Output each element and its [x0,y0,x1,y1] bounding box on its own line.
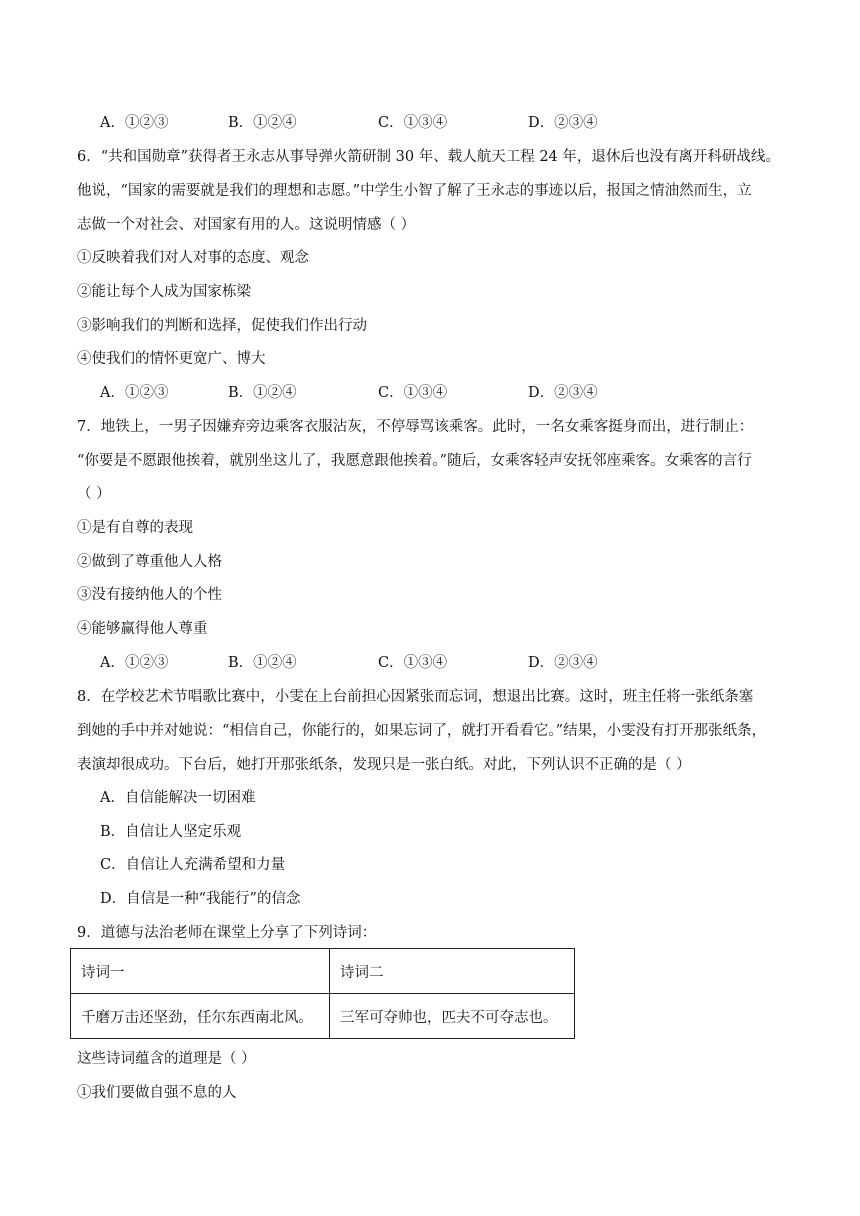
q8-stem-line-2: 到她的手中并对她说：“相信自己，你能行的，如果忘词了，就打开看看它。”结果，小雯没有打开那张纸条， [77,723,767,739]
q9-stem: 9．道德与法治老师在课堂上分享了下列诗词： [77,925,377,941]
q7-option-d[interactable]: D．②③④ [528,655,598,671]
q5-option-b[interactable]: B．①②④ [228,115,297,131]
q6-option-b[interactable]: B．①②④ [228,385,297,401]
q8-option-c[interactable]: C．自信让人充满希望和力量 [100,857,286,873]
q6-options [100,383,660,403]
q9-item-1: ①我们要做自强不息的人 [77,1085,237,1101]
q5-option-c[interactable]: C．①③④ [378,115,448,131]
poem-table-row [71,994,575,1039]
poem-table-header-1: 诗词一 [71,949,330,994]
q6-stem-line-1: 6．“共和国勋章”获得者王永志从事导弹火箭研制 30 年、载人航天工程 24 年，退休后也没有离开科研战线。 [77,149,780,165]
poem-table-cell-1: 千磨万击还坚劲，任尔东西南北风。 [71,994,330,1039]
q6-option-c[interactable]: C．①③④ [378,385,448,401]
q8-stem-line-1: 8．在学校艺术节唱歌比赛中，小雯在上台前担心因紧张而忘词，想退出比赛。这时，班主任将一张纸条塞 [77,689,754,705]
q7-item-1: ①是有自尊的表现 [77,520,193,536]
q6-stem-line-3: 志做一个对社会、对国家有用的人。这说明情感（ ） [77,217,416,233]
q7-stem-line-3: （ ） [77,486,111,502]
q7-item-4: ④能够赢得他人尊重 [77,621,208,637]
q7-option-a[interactable]: A．①②③ [100,655,169,671]
q8-stem-line-3: 表演却很成功。下台后，她打开那张纸条，发现只是一张白纸。对此，下列认识不正确的是（ ） [77,757,691,773]
q6-item-3: ③影响我们的判断和选择，促使我们作出行动 [77,318,367,334]
q6-stem-line-2: 他说，“国家的需要就是我们的理想和志愿。”中学生小智了解了王永志的事迹以后，报国之情油然而生，立 [77,183,752,199]
poem-table-cell-2: 三军可夺帅也，匹夫不可夺志也。 [330,994,575,1039]
poem-table [70,948,575,1039]
q6-option-d[interactable]: D．②③④ [528,385,598,401]
q7-stem-line-2: “你要是不愿跟他挨着，就别坐这儿了，我愿意跟他挨着。”随后，女乘客轻声安抚邻座乘客。女乘客的言行 [77,453,752,469]
q7-option-b[interactable]: B．①②④ [228,655,297,671]
q8-option-d[interactable]: D．自信是一种“我能行”的信念 [100,891,301,907]
q8-option-b[interactable]: B．自信让人坚定乐观 [100,824,242,840]
q7-stem-line-1: 7．地铁上，一男子因嫌弃旁边乘客衣服沾灰，不停辱骂该乘客。此时，一名女乘客挺身而出，进行制止： [77,419,754,435]
poem-table-header-row [71,949,575,994]
q6-item-4: ④使我们的情怀更宽广、博大 [77,351,266,367]
q6-item-2: ②能让每个人成为国家栋梁 [77,284,251,300]
q6-option-a[interactable]: A．①②③ [100,385,169,401]
q5-options [100,113,660,133]
q7-item-3: ③没有接纳他人的个性 [77,587,222,603]
q7-options [100,653,660,673]
q7-option-c[interactable]: C．①③④ [378,655,448,671]
poem-table-header-2: 诗词二 [330,949,575,994]
q8-option-a[interactable]: A．自信能解决一切困难 [100,790,256,806]
q7-item-2: ②做到了尊重他人人格 [77,554,222,570]
q6-item-1: ①反映着我们对人对事的态度、观念 [77,250,309,266]
q5-option-a[interactable]: A．①②③ [100,115,169,131]
q5-option-d[interactable]: D．②③④ [528,115,598,131]
q9-question: 这些诗词蕴含的道理是（ ） [77,1051,256,1067]
